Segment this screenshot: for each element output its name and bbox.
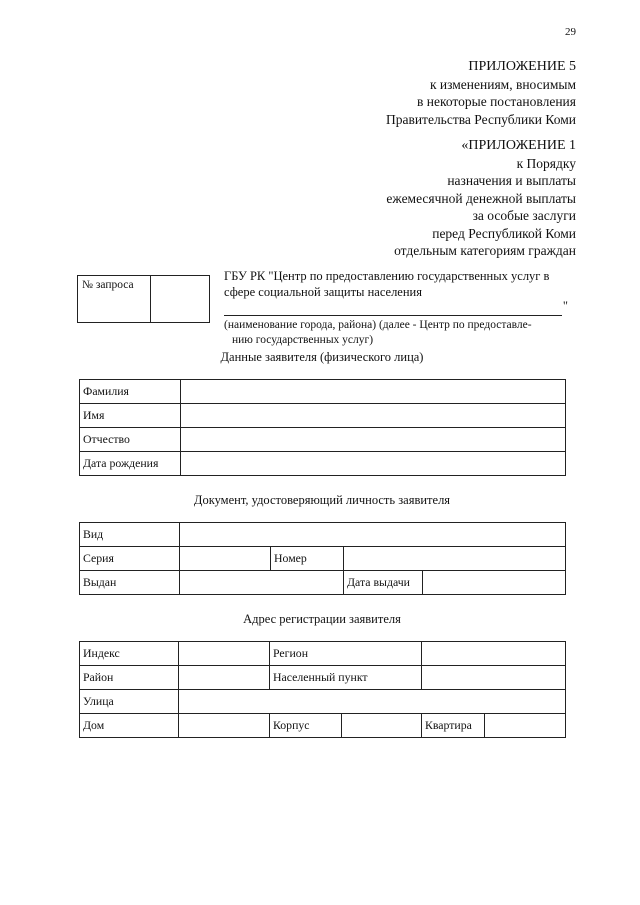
agency-block [224,268,568,348]
appendix-1-header [386,137,576,260]
appendix-5-line: в некоторые постановления [417,94,576,109]
first-name-label: Имя [80,404,181,428]
request-number-field[interactable] [151,276,209,322]
locality-label: Населенный пункт [270,666,422,690]
table-row [80,404,566,428]
appendix-5-header [386,58,576,128]
table-row [80,523,566,547]
city-district-field[interactable] [224,299,568,316]
doc-issued-by-label: Выдан [80,571,180,595]
locality-field[interactable] [422,666,566,690]
appendix-5-line: Правительства Республики Коми [385,111,576,127]
table-row [80,428,566,452]
agency-note [224,318,568,348]
id-document-section-title: Документ, удостоверяющий личность заявителя [193,493,451,507]
table-row [80,690,566,714]
appendix-1-line: за особые заслуги [472,208,576,223]
building-field[interactable] [342,714,422,738]
appendix-1-line: перед Республикой Коми [432,225,576,241]
applicant-section-title: Данные заявителя (физического лица) [220,350,424,364]
appendix-1-line: ежемесячной денежной выплаты [386,190,576,206]
appendix-1-line: отдельным категориям граждан [394,243,576,258]
appendix-5-line: к изменениям, вносимым [429,76,576,92]
birth-date-field[interactable] [181,452,566,476]
agency-note-line-1: (наименование города, района) (далее - Центр по предоставле- [224,319,532,331]
birth-date-label: Дата рождения [80,452,181,476]
doc-issued-by-field[interactable] [180,571,344,595]
table-row [80,714,566,738]
id-document-table [79,522,566,595]
district-label: Район [80,666,179,690]
table-row [80,666,566,690]
doc-type-label: Вид [80,523,180,547]
doc-issue-date-label: Дата выдачи [344,571,423,595]
address-section-title: Адрес регистрации заявителя [243,612,401,626]
appendix-1-line: к Порядку [516,155,576,171]
region-field[interactable] [422,642,566,666]
apartment-field[interactable] [485,714,566,738]
table-row [80,380,566,404]
appendix-1-title: «ПРИЛОЖЕНИЕ 1 [461,138,576,153]
table-row [80,571,566,595]
table-row [80,642,566,666]
agency-line-1: ГБУ РК "Центр по предоставлению государственных услуг в [224,269,550,283]
district-field[interactable] [179,666,270,690]
agency-line-2: сфере социальной защиты населения [224,285,422,299]
house-label: Дом [80,714,179,738]
doc-issue-date-field[interactable] [423,571,566,595]
appendix-5-title: ПРИЛОЖЕНИЕ 5 [468,59,576,74]
doc-number-label: Номер [271,547,344,571]
patronymic-field[interactable] [181,428,566,452]
region-label: Регион [270,642,422,666]
street-field[interactable] [179,690,566,714]
appendix-1-line: назначения и выплаты [447,173,576,188]
doc-type-field[interactable] [180,523,566,547]
doc-number-field[interactable] [344,547,566,571]
patronymic-label: Отчество [80,428,181,452]
first-name-field[interactable] [181,404,566,428]
last-name-label: Фамилия [80,380,181,404]
index-field[interactable] [179,642,270,666]
applicant-table [79,379,566,476]
agency-note-line-2: нию государственных услуг) [232,334,374,346]
closing-quote: " [562,299,568,313]
doc-series-field[interactable] [180,547,271,571]
request-number-box [77,275,210,323]
street-label: Улица [80,690,179,714]
address-table [79,641,566,738]
last-name-field[interactable] [181,380,566,404]
doc-series-label: Серия [80,547,180,571]
house-field[interactable] [179,714,270,738]
index-label: Индекс [80,642,179,666]
building-label: Корпус [270,714,342,738]
table-row [80,547,566,571]
request-number-label: № запроса [78,276,151,322]
apartment-label: Квартира [422,714,485,738]
table-row [80,452,566,476]
page-number: 29 [565,26,576,38]
